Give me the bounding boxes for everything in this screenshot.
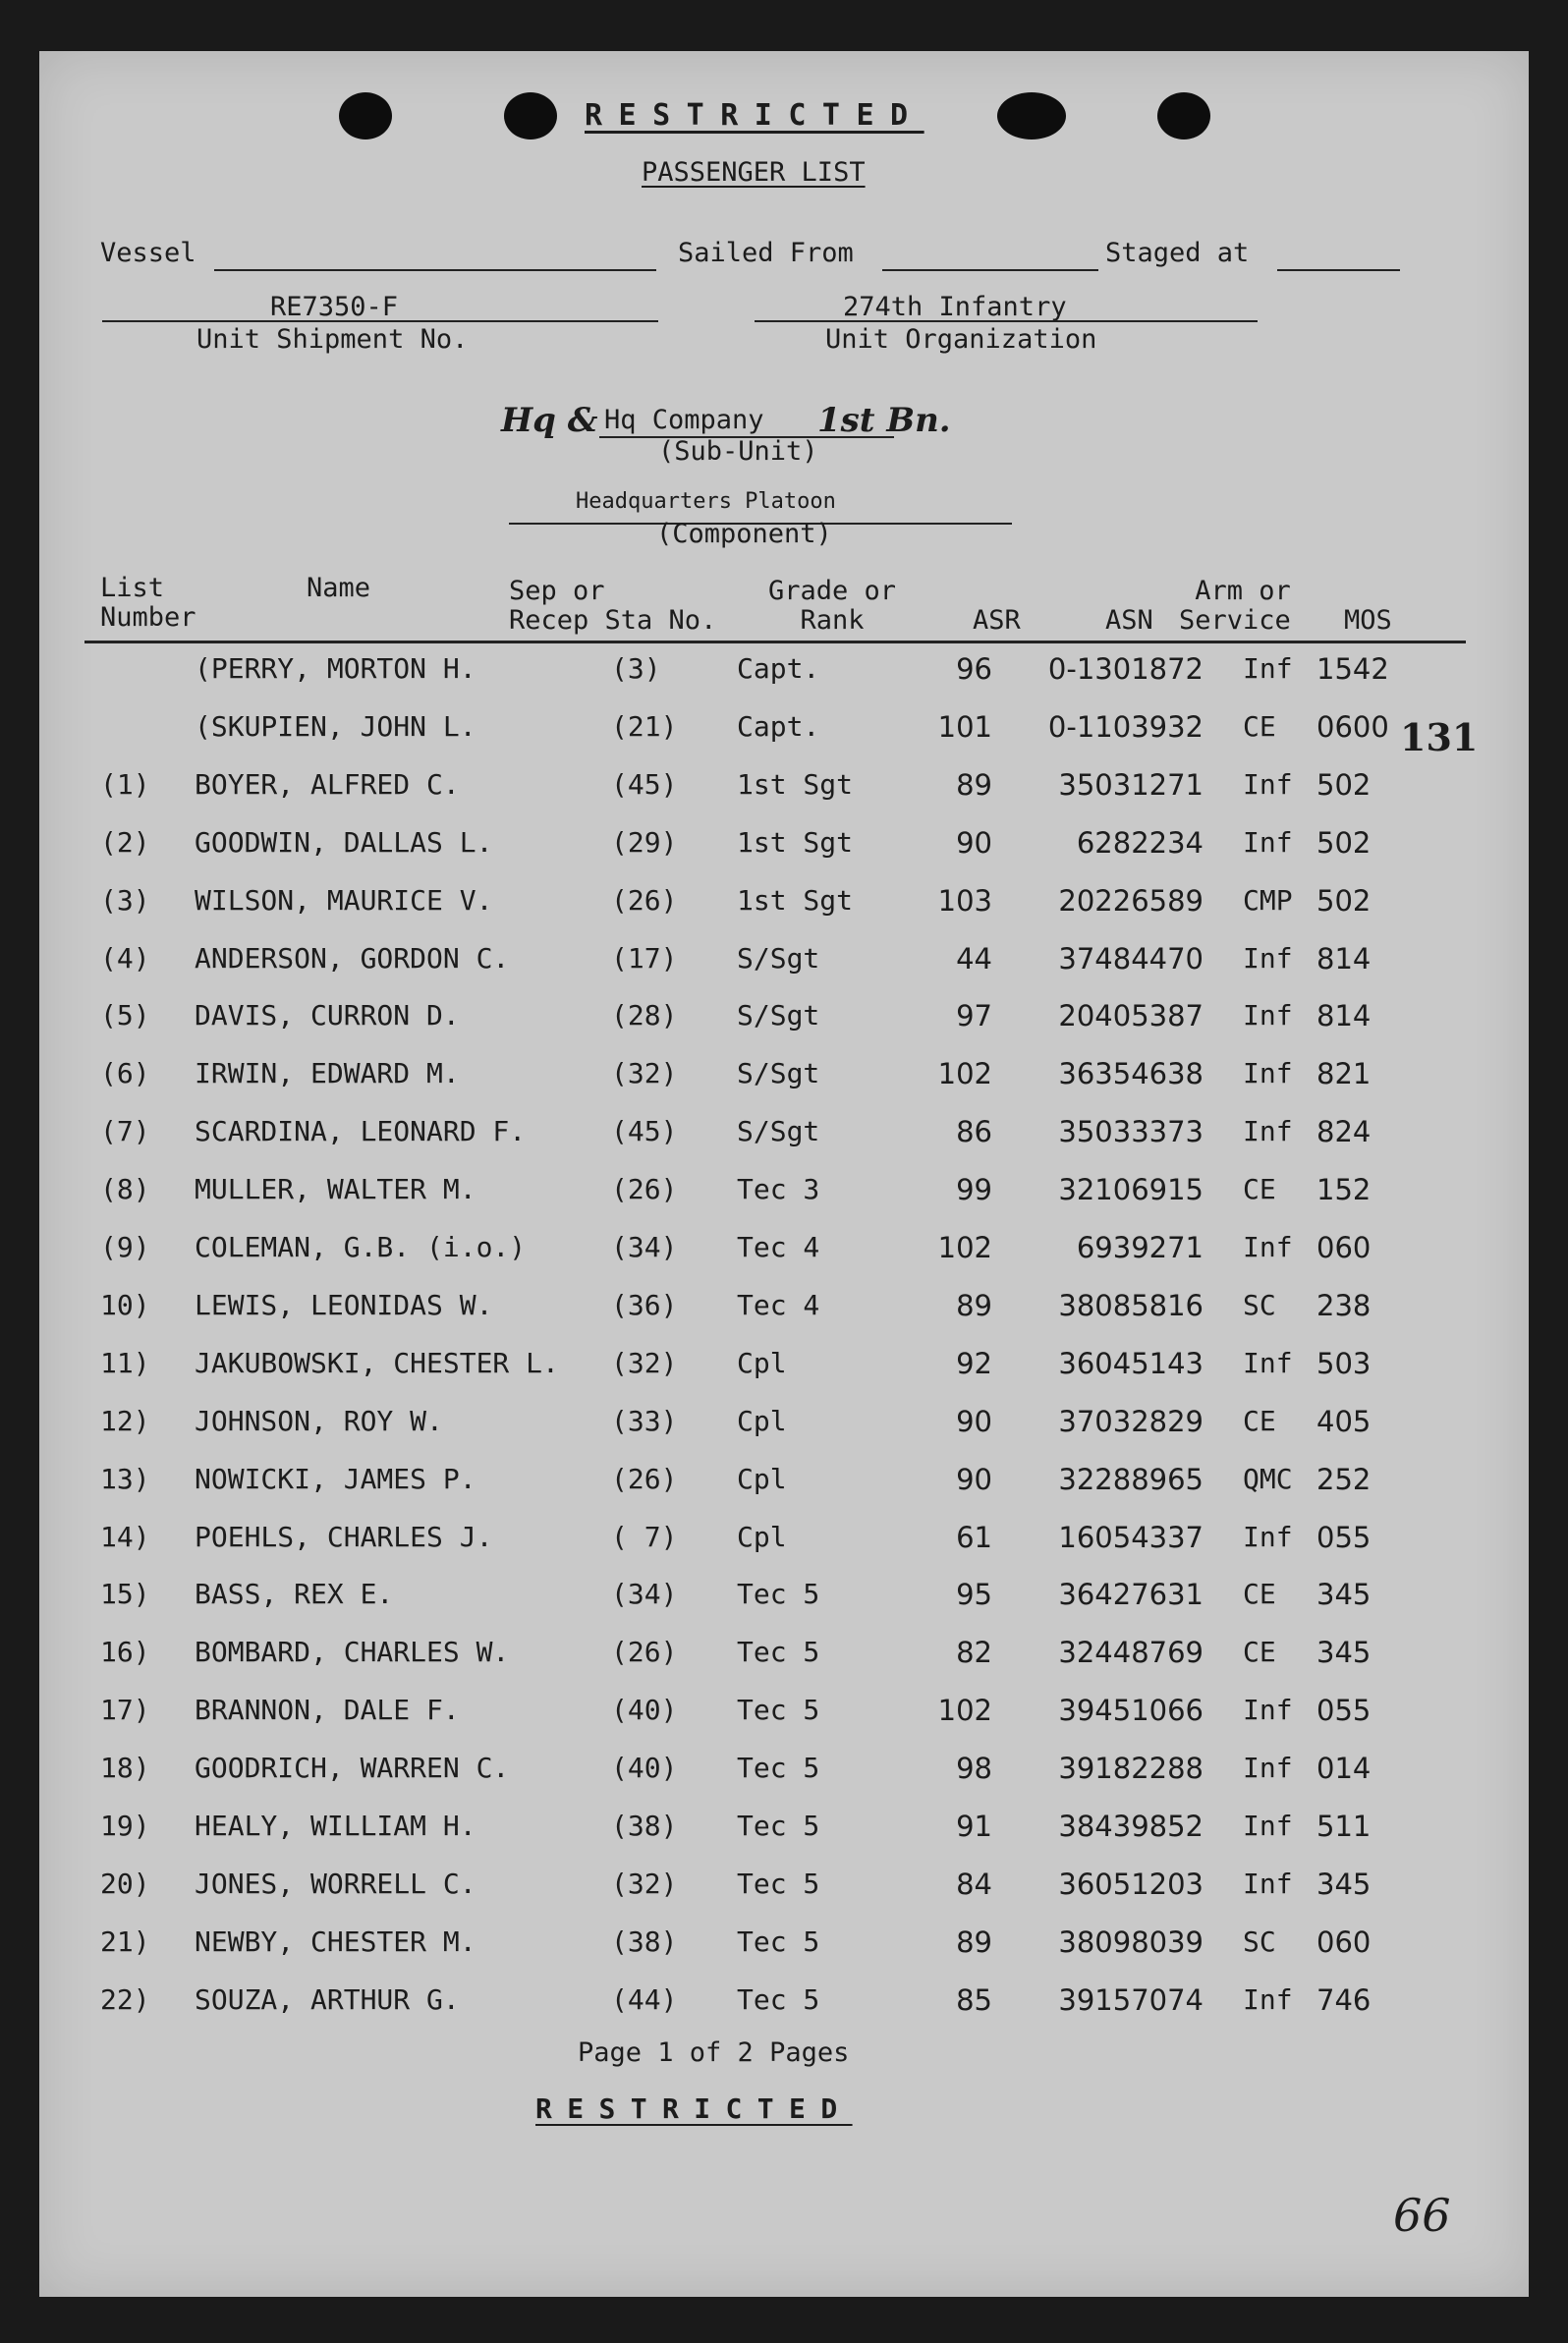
sep-recep-cell: (29) — [611, 825, 678, 859]
name-cell: BASS, REX E. — [195, 1578, 394, 1611]
list-number-cell: (5) — [100, 999, 150, 1032]
mos-cell: 152 — [1316, 1173, 1372, 1207]
table-row — [39, 884, 1529, 923]
grade-cell: Tec 4 — [737, 1231, 820, 1263]
mos-cell: 814 — [1316, 999, 1372, 1033]
unit-shipment-label: Unit Shipment No. — [196, 324, 469, 355]
arm-service-cell: Inf — [1243, 1231, 1293, 1263]
asn-cell: 32106915 — [1058, 1173, 1204, 1207]
asr-cell: 90 — [956, 825, 992, 860]
name-cell: COLEMAN, G.B. (i.o.) — [195, 1231, 527, 1263]
grade-cell: Capt. — [737, 652, 820, 685]
sep-recep-cell: (45) — [611, 767, 678, 801]
col-name: Name — [307, 573, 371, 603]
staged-at-label: Staged at — [1105, 238, 1250, 268]
component-name: Headquarters Platoon — [576, 489, 836, 514]
asn-cell: 38085816 — [1058, 1288, 1204, 1322]
sep-recep-cell: (26) — [611, 883, 678, 917]
asr-cell: 98 — [956, 1752, 992, 1786]
name-cell: WILSON, MAURICE V. — [195, 883, 493, 917]
grade-cell: S/Sgt — [737, 941, 820, 975]
name-cell: JOHNSON, ROY W. — [195, 1404, 443, 1437]
unit-shipment-no: RE7350-F — [270, 292, 399, 322]
arm-service-cell: Inf — [1243, 1867, 1293, 1900]
grade-cell: Tec 4 — [737, 1288, 820, 1321]
name-cell: BOMBARD, CHARLES W. — [195, 1636, 510, 1669]
arm-service-cell: Inf — [1243, 1694, 1293, 1727]
table-row — [39, 1173, 1529, 1212]
table-row — [39, 1289, 1529, 1328]
name-cell: BOYER, ALFRED C. — [195, 767, 460, 801]
asn-cell: 6282234 — [1076, 825, 1204, 860]
document-title: PASSENGER LIST — [642, 157, 866, 188]
arm-service-cell: Inf — [1243, 941, 1293, 975]
vessel-field — [214, 269, 656, 271]
grade-cell: S/Sgt — [737, 1057, 820, 1090]
asr-cell: 90 — [956, 1462, 992, 1496]
list-number-cell: (9) — [100, 1231, 150, 1263]
sep-recep-cell: (44) — [611, 1982, 678, 2016]
list-number-cell: 22) — [100, 1982, 150, 2016]
arm-service-cell: Inf — [1243, 1810, 1293, 1842]
col-grade: Grade or Rank — [768, 576, 897, 636]
table-row — [39, 1521, 1529, 1560]
list-number-cell: (4) — [100, 941, 150, 975]
mos-cell: 055 — [1316, 1520, 1372, 1554]
list-number-cell: 15) — [100, 1578, 150, 1611]
asr-cell: 82 — [956, 1636, 992, 1670]
table-row — [39, 1983, 1529, 2023]
asr-cell: 96 — [956, 652, 992, 686]
staged-at-field — [1277, 269, 1400, 271]
unit-shipment-line — [102, 320, 658, 322]
col-arm-service: Arm or Service — [1179, 576, 1291, 636]
table-row — [39, 1752, 1529, 1791]
subunit-handwritten-suffix: 1st Bn. — [817, 401, 951, 440]
table-row — [39, 1115, 1529, 1154]
name-cell: NOWICKI, JAMES P. — [195, 1462, 476, 1495]
name-cell: IRWIN, EDWARD M. — [195, 1057, 460, 1090]
mos-cell: 014 — [1316, 1752, 1372, 1786]
asr-cell: 102 — [937, 1057, 992, 1091]
mos-cell: 238 — [1316, 1288, 1372, 1322]
mos-cell: 055 — [1316, 1694, 1372, 1728]
asr-cell: 97 — [956, 999, 992, 1033]
table-row — [39, 1694, 1529, 1733]
asn-cell: 0-1103932 — [1047, 709, 1204, 744]
table-row — [39, 1347, 1529, 1386]
table-row — [39, 768, 1529, 808]
name-cell: GOODWIN, DALLAS L. — [195, 825, 493, 859]
arm-service-cell: CMP — [1243, 883, 1293, 917]
asr-cell: 84 — [956, 1867, 992, 1901]
unit-organization-line — [755, 320, 1258, 322]
grade-cell: Tec 5 — [737, 1636, 820, 1669]
asn-cell: 32448769 — [1058, 1636, 1204, 1670]
asn-cell: 39182288 — [1058, 1752, 1204, 1786]
table-row — [39, 1810, 1529, 1849]
asn-cell: 0-1301872 — [1047, 652, 1204, 686]
mos-cell: 503 — [1316, 1346, 1372, 1380]
arm-service-cell: QMC — [1243, 1462, 1293, 1495]
table-row — [39, 1868, 1529, 1907]
grade-cell: Tec 5 — [737, 1694, 820, 1727]
asn-cell: 20405387 — [1058, 999, 1204, 1033]
mos-cell: 821 — [1316, 1057, 1372, 1091]
asn-cell: 35033373 — [1058, 1115, 1204, 1149]
table-row — [39, 999, 1529, 1038]
grade-cell: Tec 5 — [737, 1810, 820, 1842]
arm-service-cell: Inf — [1243, 825, 1293, 859]
list-number-cell: 13) — [100, 1462, 150, 1495]
asn-cell: 37484470 — [1058, 941, 1204, 976]
header-rule — [84, 641, 1466, 643]
arm-service-cell: Inf — [1243, 1982, 1293, 2016]
arm-service-cell: Inf — [1243, 767, 1293, 801]
asr-cell: 90 — [956, 1404, 992, 1438]
grade-cell: 1st Sgt — [737, 825, 854, 859]
arm-service-cell: Inf — [1243, 1346, 1293, 1379]
mos-cell: 345 — [1316, 1636, 1372, 1670]
punch-hole — [1157, 92, 1210, 139]
asr-cell: 85 — [956, 1982, 992, 2017]
subunit-label: (Sub-Unit) — [658, 436, 818, 467]
table-row — [39, 826, 1529, 865]
margin-number: 131 — [1400, 715, 1479, 759]
list-number-cell: (8) — [100, 1173, 150, 1206]
sep-recep-cell: (32) — [611, 1057, 678, 1090]
list-number-cell: 17) — [100, 1694, 150, 1727]
name-cell: POEHLS, CHARLES J. — [195, 1520, 493, 1553]
sep-recep-cell: (32) — [611, 1346, 678, 1379]
unit-organization: 274th Infantry — [843, 292, 1067, 322]
list-number-cell: (1) — [100, 767, 150, 801]
subunit-name: Hq Company — [604, 405, 764, 435]
asr-cell: 95 — [956, 1578, 992, 1612]
asn-cell: 39157074 — [1058, 1982, 1204, 2017]
arm-service-cell: Inf — [1243, 652, 1293, 685]
asr-cell: 102 — [937, 1231, 992, 1264]
grade-cell: Tec 5 — [737, 1867, 820, 1900]
subunit-handwritten-prefix: Hq & — [501, 401, 598, 440]
restricted-marking-bottom: RESTRICTED — [535, 2092, 853, 2125]
name-cell: DAVIS, CURRON D. — [195, 999, 460, 1032]
arm-service-cell: CE — [1243, 1578, 1276, 1611]
list-number-cell: (6) — [100, 1057, 150, 1090]
mos-cell: 060 — [1316, 1231, 1372, 1264]
sailed-from-field — [882, 269, 1098, 271]
list-number-cell: 20) — [100, 1867, 150, 1900]
sep-recep-cell: (21) — [611, 709, 678, 743]
grade-cell: 1st Sgt — [737, 883, 854, 917]
grade-cell: Cpl — [737, 1346, 787, 1379]
grade-cell: Cpl — [737, 1462, 787, 1495]
grade-cell: Tec 5 — [737, 1752, 820, 1785]
document-page — [39, 51, 1529, 2297]
list-number-cell: (7) — [100, 1115, 150, 1148]
col-list-number: List Number — [100, 573, 196, 633]
asr-cell: 101 — [937, 709, 992, 744]
table-row — [39, 1578, 1529, 1617]
punch-hole — [997, 92, 1066, 139]
arm-service-cell: CE — [1243, 709, 1276, 743]
col-asr: ASR — [973, 605, 1021, 636]
sep-recep-cell: (26) — [611, 1173, 678, 1206]
restricted-marking-top: RESTRICTED — [585, 98, 924, 133]
asn-cell: 38439852 — [1058, 1810, 1204, 1843]
sep-recep-cell: (38) — [611, 1810, 678, 1842]
table-row — [39, 710, 1529, 750]
sailed-from-label: Sailed From — [678, 238, 854, 268]
mos-cell: 252 — [1316, 1462, 1372, 1496]
col-mos: MOS — [1344, 605, 1392, 636]
table-row — [39, 1405, 1529, 1444]
sep-recep-cell: (40) — [611, 1752, 678, 1785]
punch-hole — [504, 92, 557, 139]
asn-cell: 37032829 — [1058, 1404, 1204, 1438]
sep-recep-cell: (38) — [611, 1925, 678, 1958]
name-cell: GOODRICH, WARREN C. — [195, 1752, 510, 1785]
table-row — [39, 942, 1529, 981]
table-row — [39, 652, 1529, 692]
asr-cell: 89 — [956, 767, 992, 802]
asr-cell: 103 — [937, 883, 992, 918]
asr-cell: 91 — [956, 1810, 992, 1843]
grade-cell: Capt. — [737, 709, 820, 743]
asr-cell: 86 — [956, 1115, 992, 1149]
list-number-cell: 19) — [100, 1810, 150, 1842]
arm-service-cell: SC — [1243, 1288, 1276, 1321]
component-label: (Component) — [656, 519, 832, 549]
arm-service-cell: CE — [1243, 1173, 1276, 1206]
grade-cell: Tec 5 — [737, 1982, 820, 2016]
name-cell: ANDERSON, GORDON C. — [195, 941, 510, 975]
sep-recep-cell: (26) — [611, 1636, 678, 1669]
list-number-cell: 14) — [100, 1520, 150, 1553]
sep-recep-cell: (34) — [611, 1578, 678, 1611]
mos-cell: 060 — [1316, 1925, 1372, 1959]
grade-cell: Tec 5 — [737, 1578, 820, 1611]
asn-cell: 36427631 — [1058, 1578, 1204, 1612]
mos-cell: 1542 — [1316, 652, 1389, 686]
sep-recep-cell: (36) — [611, 1288, 678, 1321]
mos-cell: 345 — [1316, 1578, 1372, 1612]
asn-cell: 36045143 — [1058, 1346, 1204, 1380]
sep-recep-cell: (3) — [611, 652, 661, 685]
mos-cell: 0600 — [1316, 709, 1389, 744]
arm-service-cell: Inf — [1243, 1520, 1293, 1553]
arm-service-cell: Inf — [1243, 1057, 1293, 1090]
asr-cell: 61 — [956, 1520, 992, 1554]
col-asn: ASN — [1105, 605, 1153, 636]
mos-cell: 746 — [1316, 1982, 1372, 2017]
grade-cell: S/Sgt — [737, 999, 820, 1032]
grade-cell: Tec 5 — [737, 1925, 820, 1958]
name-cell: (SKUPIEN, JOHN L. — [195, 709, 476, 743]
name-cell: JAKUBOWSKI, CHESTER L. — [195, 1346, 559, 1379]
page-info: Page 1 of 2 Pages — [578, 2037, 850, 2068]
asn-cell: 32288965 — [1058, 1462, 1204, 1496]
mos-cell: 824 — [1316, 1115, 1372, 1149]
asr-cell: 102 — [937, 1694, 992, 1728]
asn-cell: 20226589 — [1058, 883, 1204, 918]
table-row — [39, 1231, 1529, 1270]
asn-cell: 35031271 — [1058, 767, 1204, 802]
grade-cell: 1st Sgt — [737, 767, 854, 801]
asn-cell: 36051203 — [1058, 1867, 1204, 1901]
asn-cell: 38098039 — [1058, 1925, 1204, 1959]
asn-cell: 6939271 — [1076, 1231, 1204, 1264]
arm-service-cell: Inf — [1243, 1115, 1293, 1148]
arm-service-cell: CE — [1243, 1636, 1276, 1669]
asn-cell: 39451066 — [1058, 1694, 1204, 1728]
table-row — [39, 1057, 1529, 1096]
sep-recep-cell: (32) — [611, 1867, 678, 1900]
name-cell: LEWIS, LEONIDAS W. — [195, 1288, 493, 1321]
mos-cell: 345 — [1316, 1867, 1372, 1901]
asr-cell: 92 — [956, 1346, 992, 1380]
asr-cell: 89 — [956, 1288, 992, 1322]
unit-organization-label: Unit Organization — [825, 324, 1097, 355]
mos-cell: 502 — [1316, 767, 1372, 802]
grade-cell: Cpl — [737, 1404, 787, 1437]
sep-recep-cell: (34) — [611, 1231, 678, 1263]
vessel-label: Vessel — [100, 238, 196, 268]
list-number-cell: 11) — [100, 1346, 150, 1379]
list-number-cell: 12) — [100, 1404, 150, 1437]
sep-recep-cell: (26) — [611, 1462, 678, 1495]
arm-service-cell: Inf — [1243, 1752, 1293, 1785]
sep-recep-cell: (40) — [611, 1694, 678, 1727]
col-sep-recep: Sep or Recep Sta No. — [509, 576, 717, 636]
name-cell: SCARDINA, LEONARD F. — [195, 1115, 527, 1148]
asr-cell: 99 — [956, 1173, 992, 1207]
sep-recep-cell: ( 7) — [611, 1520, 678, 1553]
sep-recep-cell: (17) — [611, 941, 678, 975]
list-number-cell: 10) — [100, 1288, 150, 1321]
table-row — [39, 1636, 1529, 1675]
asn-cell: 16054337 — [1058, 1520, 1204, 1554]
arm-service-cell: SC — [1243, 1925, 1276, 1958]
name-cell: HEALY, WILLIAM H. — [195, 1810, 476, 1842]
name-cell: SOUZA, ARTHUR G. — [195, 1982, 460, 2016]
mos-cell: 502 — [1316, 883, 1372, 918]
punch-hole — [339, 92, 392, 139]
corner-handwritten-note: 66 — [1393, 2189, 1451, 2242]
grade-cell: S/Sgt — [737, 1115, 820, 1148]
sep-recep-cell: (28) — [611, 999, 678, 1032]
asn-cell: 36354638 — [1058, 1057, 1204, 1091]
sep-recep-cell: (45) — [611, 1115, 678, 1148]
name-cell: BRANNON, DALE F. — [195, 1694, 460, 1727]
list-number-cell: (3) — [100, 883, 150, 917]
arm-service-cell: Inf — [1243, 999, 1293, 1032]
grade-cell: Cpl — [737, 1520, 787, 1553]
name-cell: JONES, WORRELL C. — [195, 1867, 476, 1900]
mos-cell: 511 — [1316, 1810, 1372, 1843]
list-number-cell: 21) — [100, 1925, 150, 1958]
name-cell: MULLER, WALTER M. — [195, 1173, 476, 1206]
arm-service-cell: CE — [1243, 1404, 1276, 1437]
asr-cell: 89 — [956, 1925, 992, 1959]
grade-cell: Tec 3 — [737, 1173, 820, 1206]
mos-cell: 502 — [1316, 825, 1372, 860]
asr-cell: 44 — [956, 941, 992, 976]
sep-recep-cell: (33) — [611, 1404, 678, 1437]
name-cell: NEWBY, CHESTER M. — [195, 1925, 476, 1958]
name-cell: (PERRY, MORTON H. — [195, 652, 476, 685]
list-number-cell: 18) — [100, 1752, 150, 1785]
table-row — [39, 1925, 1529, 1965]
list-number-cell: (2) — [100, 825, 150, 859]
table-row — [39, 1463, 1529, 1502]
mos-cell: 405 — [1316, 1404, 1372, 1438]
list-number-cell: 16) — [100, 1636, 150, 1669]
mos-cell: 814 — [1316, 941, 1372, 976]
